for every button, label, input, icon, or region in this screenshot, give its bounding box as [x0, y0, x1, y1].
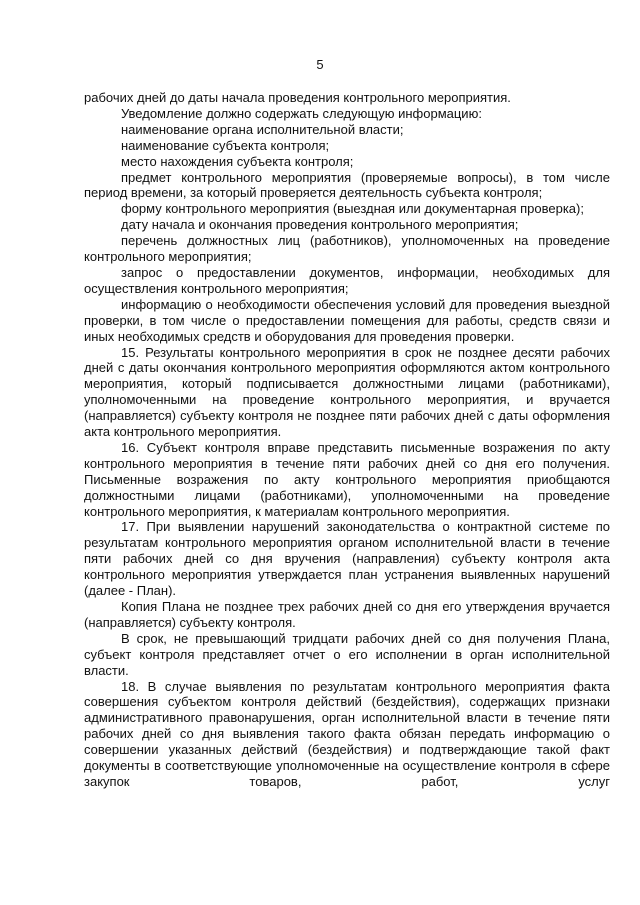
paragraph: В срок, не превышающий тридцати рабочих дней со дня получения Плана, субъект контроля представляет отчет о его исполнении в орган исполнительной власти.	[84, 630, 610, 678]
document-body	[84, 90, 610, 790]
paragraph: форму контрольного мероприятия (выездная или документарная проверка);	[121, 201, 584, 217]
paragraph: 18. В случае выявления по результатам контрольного мероприятия факта совершения субъектом контроля действий (бездействия), содержащих признаки административного правонарушения, орган исполнительной власти в течение пяти рабочих дней со дня выявления такого факта обязан передать информацию о совершении указанных действий (бездействия) и подтверждающие такой факт документы в соответствующие уполномоченные на осуществление контроля в сфере закупок товаров, работ, услуг	[84, 678, 610, 789]
paragraph: предмет контрольного мероприятия (проверяемые вопросы), в том числе период времени, за который проверяется деятельность субъекта контроля;	[84, 169, 610, 201]
paragraph: 17. При выявлении нарушений законодательства о контрактной системе по результатам контрольного мероприятия органом исполнительной власти в течение пяти рабочих дней со дня вручения (направления) субъекту контроля акта контрольного мероприятия утверждается план устранения выявленных нарушений (далее - План).	[84, 519, 610, 599]
paragraph: 16. Субъект контроля вправе представить письменные возражения по акту контрольного мероприятия в течение пяти рабочих дней со дня его получения. Письменные возражения по акту контрольного мероприятия приобщаются должностными лицами (работниками), уполномоченными на проведение контрольного мероприятия, к материалам контрольного мероприятия.	[84, 439, 610, 519]
paragraph: перечень должностных лиц (работников), уполномоченных на проведение контрольного мероприятия;	[84, 233, 610, 265]
paragraph: Уведомление должно содержать следующую информацию:	[121, 105, 482, 121]
page-number: 5	[316, 57, 324, 72]
paragraph: Копия Плана не позднее трех рабочих дней со дня его утверждения вручается (направляется) субъекту контроля.	[84, 599, 610, 630]
paragraph: 15. Результаты контрольного мероприятия в срок не позднее десяти рабочих дней с даты окончания контрольного мероприятия оформляются актом контрольного мероприятия, который подписывается должностными лицами (работниками), уполномоченными на проведение контрольного мероприятия, и вручается (направляется) субъекту контроля не позднее пяти рабочих дней с даты оформления акта контрольного мероприятия.	[84, 344, 610, 440]
paragraph: рабочих дней до даты начала проведения контрольного мероприятия.	[84, 90, 511, 105]
paragraph: запрос о предоставлении документов, информации, необходимых для осуществления контрольного мероприятия;	[84, 264, 610, 296]
paragraph: дату начала и окончания проведения контрольного мероприятия;	[121, 217, 519, 233]
paragraph: наименование субъекта контроля;	[121, 137, 330, 153]
paragraph: место нахождения субъекта контроля;	[121, 153, 354, 169]
paragraph: наименование органа исполнительной власти;	[121, 121, 404, 137]
paragraph: информацию о необходимости обеспечения условий для проведения выездной проверки, в том числе о предоставлении помещения для работы, средств связи и иных необходимых средств и оборудования для проведения проверки.	[84, 296, 610, 344]
